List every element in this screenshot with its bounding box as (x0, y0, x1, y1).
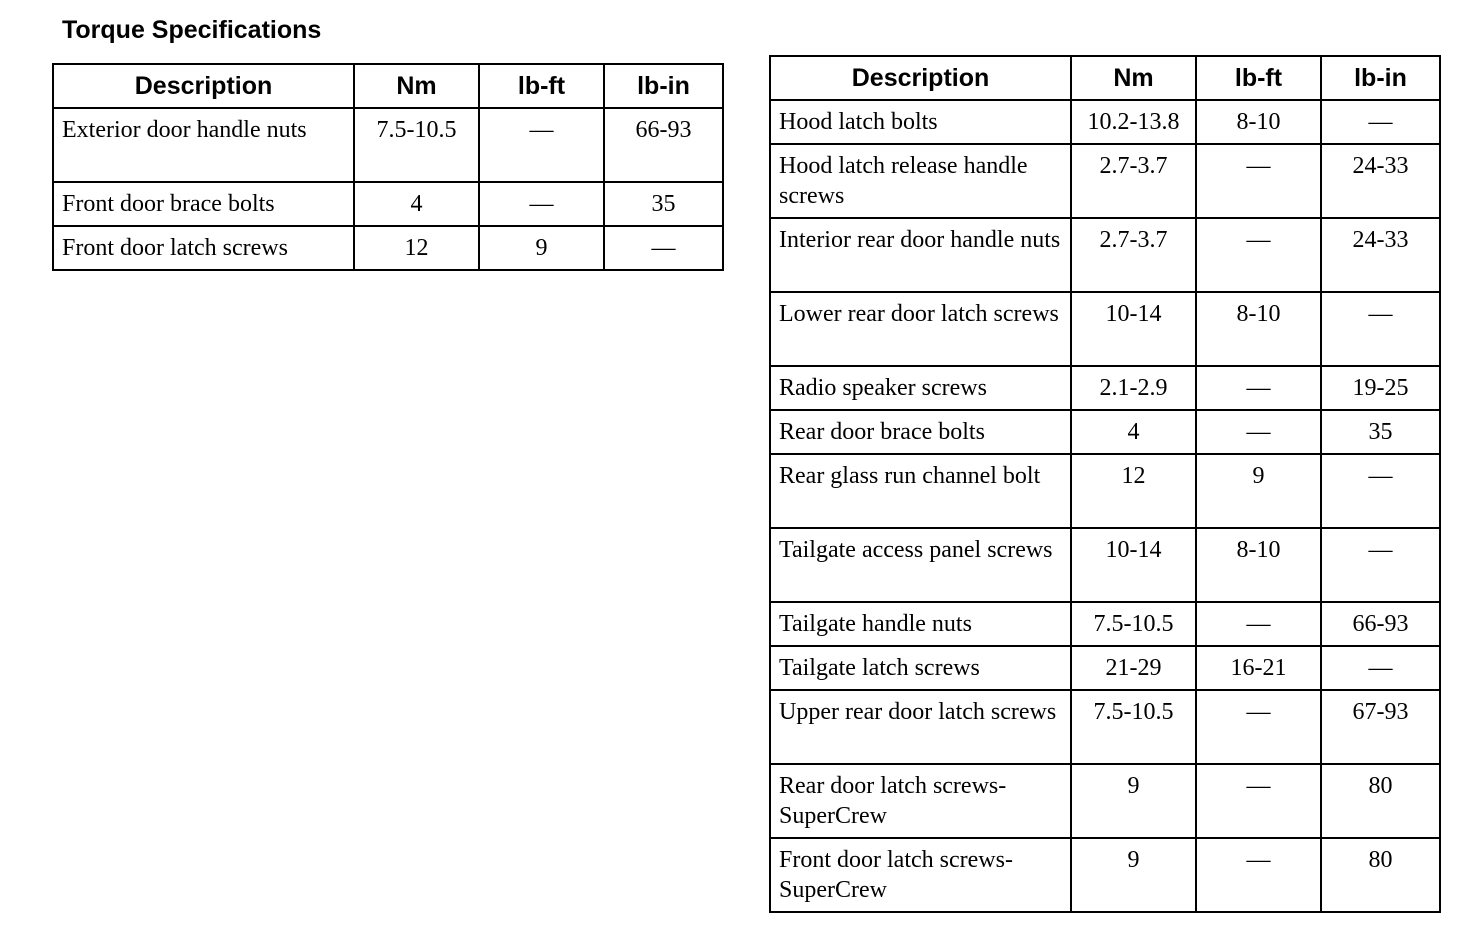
cell-lbft: 9 (1196, 454, 1321, 528)
cell-lbin: — (1321, 292, 1440, 366)
table-row (770, 454, 1440, 528)
cell-lbin: 24-33 (1321, 218, 1440, 292)
cell-nm: 2.7-3.7 (1071, 144, 1196, 218)
cell-lbin: 66-93 (604, 108, 723, 182)
cell-nm: 7.5-10.5 (354, 108, 479, 182)
cell-lbin: 66-93 (1321, 602, 1440, 646)
cell-lbin: 19-25 (1321, 366, 1440, 410)
cell-lbft: 8-10 (1196, 100, 1321, 144)
table-row (53, 108, 723, 182)
cell-description: Rear door brace bolts (770, 410, 1071, 454)
header-nm: Nm (1071, 56, 1196, 100)
cell-lbin: 80 (1321, 838, 1440, 912)
cell-lbft: 9 (479, 226, 604, 270)
cell-lbft: — (1196, 366, 1321, 410)
cell-lbft: — (479, 108, 604, 182)
cell-nm: 10-14 (1071, 292, 1196, 366)
cell-nm: 7.5-10.5 (1071, 690, 1196, 764)
table-row (770, 690, 1440, 764)
torque-table-left (52, 63, 724, 271)
cell-lbft: 8-10 (1196, 292, 1321, 366)
cell-lbin: 35 (1321, 410, 1440, 454)
table-row (53, 226, 723, 270)
cell-description: Rear door latch screws-SuperCrew (770, 764, 1071, 838)
header-description: Description (53, 64, 354, 108)
cell-lbin: 67-93 (1321, 690, 1440, 764)
cell-description: Rear glass run channel bolt (770, 454, 1071, 528)
cell-description: Upper rear door latch screws (770, 690, 1071, 764)
cell-description: Hood latch bolts (770, 100, 1071, 144)
cell-nm: 21-29 (1071, 646, 1196, 690)
header-lbin: lb-in (604, 64, 723, 108)
cell-lbin: — (1321, 454, 1440, 528)
cell-description: Tailgate latch screws (770, 646, 1071, 690)
cell-lbft: — (1196, 838, 1321, 912)
cell-nm: 7.5-10.5 (1071, 602, 1196, 646)
cell-lbin: — (1321, 646, 1440, 690)
cell-lbin: — (1321, 100, 1440, 144)
cell-lbin: — (1321, 528, 1440, 602)
table-row (770, 144, 1440, 218)
cell-nm: 2.1-2.9 (1071, 366, 1196, 410)
header-lbft: lb-ft (1196, 56, 1321, 100)
table-row (770, 838, 1440, 912)
header-nm: Nm (354, 64, 479, 108)
cell-nm: 9 (1071, 838, 1196, 912)
cell-lbft: — (1196, 218, 1321, 292)
cell-description: Front door brace bolts (53, 182, 354, 226)
cell-lbin: 35 (604, 182, 723, 226)
cell-nm: 10-14 (1071, 528, 1196, 602)
header-lbin: lb-in (1321, 56, 1440, 100)
cell-nm: 10.2-13.8 (1071, 100, 1196, 144)
table-row (770, 528, 1440, 602)
table-header-row (53, 64, 723, 108)
cell-lbft: — (1196, 602, 1321, 646)
cell-lbft: 8-10 (1196, 528, 1321, 602)
cell-description: Front door latch screws-SuperCrew (770, 838, 1071, 912)
table-header-row (770, 56, 1440, 100)
cell-description: Exterior door handle nuts (53, 108, 354, 182)
torque-table-right (769, 55, 1441, 913)
header-description: Description (770, 56, 1071, 100)
cell-description: Front door latch screws (53, 226, 354, 270)
page-title: Torque Specifications (62, 16, 322, 44)
cell-description: Radio speaker screws (770, 366, 1071, 410)
cell-nm: 9 (1071, 764, 1196, 838)
header-lbft: lb-ft (479, 64, 604, 108)
cell-lbft: 16-21 (1196, 646, 1321, 690)
cell-lbft: — (1196, 410, 1321, 454)
table-row (53, 182, 723, 226)
table-row (770, 218, 1440, 292)
table-row (770, 764, 1440, 838)
cell-nm: 4 (354, 182, 479, 226)
cell-lbin: — (604, 226, 723, 270)
cell-description: Tailgate handle nuts (770, 602, 1071, 646)
cell-nm: 2.7-3.7 (1071, 218, 1196, 292)
cell-description: Lower rear door latch screws (770, 292, 1071, 366)
cell-lbft: — (1196, 764, 1321, 838)
cell-lbft: — (1196, 690, 1321, 764)
cell-lbft: — (479, 182, 604, 226)
table-row (770, 366, 1440, 410)
cell-lbin: 80 (1321, 764, 1440, 838)
table-row (770, 292, 1440, 366)
table-row (770, 602, 1440, 646)
table-row (770, 100, 1440, 144)
cell-nm: 4 (1071, 410, 1196, 454)
cell-description: Hood latch release handle screws (770, 144, 1071, 218)
cell-description: Tailgate access panel screws (770, 528, 1071, 602)
cell-nm: 12 (354, 226, 479, 270)
table-row (770, 410, 1440, 454)
cell-lbft: — (1196, 144, 1321, 218)
cell-lbin: 24-33 (1321, 144, 1440, 218)
cell-nm: 12 (1071, 454, 1196, 528)
cell-description: Interior rear door handle nuts (770, 218, 1071, 292)
table-row (770, 646, 1440, 690)
